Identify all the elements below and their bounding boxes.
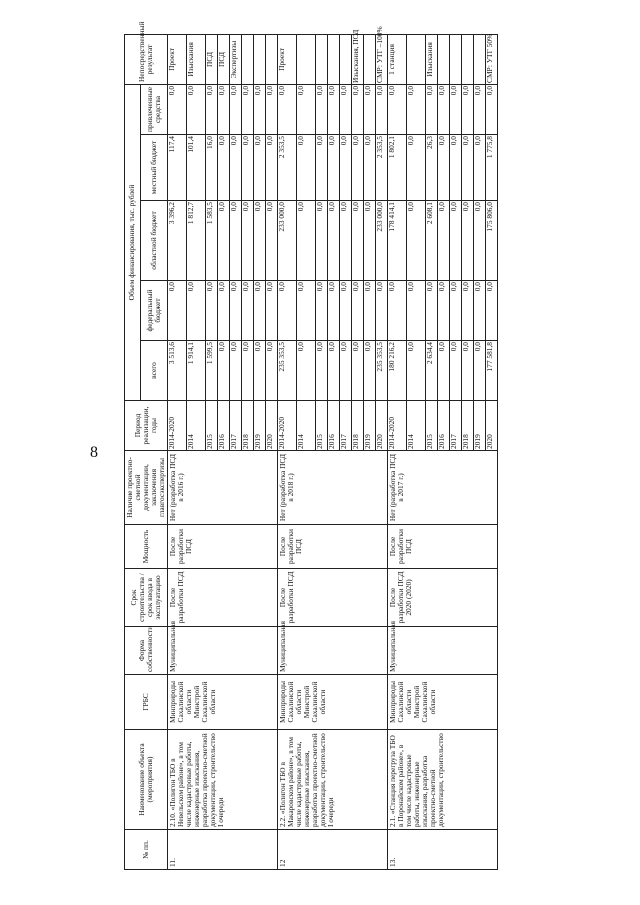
- local-amount-value: 0,0: [340, 135, 352, 200]
- federal-amount-value: 0,0: [316, 281, 328, 340]
- local-amount-value: 16,0: [206, 135, 218, 200]
- result-text-value: 1 станция: [388, 35, 407, 84]
- psd-cell: Нет (разработка ПСД в 2016 г.): [167, 451, 277, 525]
- attracted-amount-value: 0,0: [352, 85, 364, 134]
- object-name: 2.2. «Полигон ТБО в Макаровском районе», в том числе кадастровые работы, инженерные изыскания, разработка проектно-сметной документации, строительство I очереди: [277, 730, 387, 830]
- psd-cell: Нет (разработка ПСД в 2018 г.): [277, 451, 387, 525]
- period-year-value: 2020: [374, 434, 384, 449]
- ownership-cell: Муниципальная: [167, 627, 277, 675]
- capacity-cell: После разработки ПСД: [277, 525, 387, 569]
- result-text-list: [167, 34, 277, 84]
- federal-amount-value: 0,0: [187, 281, 206, 340]
- attracted-amount-value: 0,0: [364, 85, 376, 134]
- row-number: 11.: [167, 830, 277, 870]
- result-text-value: [328, 35, 340, 84]
- result-text-value: СМР: УТГ –100%: [374, 26, 384, 83]
- header-grbs: ГРБС: [125, 675, 168, 730]
- result-text-value: [462, 35, 474, 84]
- attracted-amount-list: [277, 84, 387, 134]
- attracted-amount-value: 0,0: [278, 85, 297, 134]
- regional-amount-value: 0,0: [474, 201, 486, 280]
- total-amount-value: 177 581,8: [484, 342, 494, 372]
- attracted-amount-value: 0,0: [254, 85, 266, 134]
- regional-amount-value: 0,0: [438, 201, 450, 280]
- local-amount-value: 2 353,5: [374, 136, 384, 159]
- federal-amount-value: 0,0: [374, 282, 384, 292]
- federal-amount-value: 0,0: [278, 281, 297, 340]
- grbs-cell: Минприроды Сахалинской области Минстрой Сахалинской области: [277, 675, 387, 730]
- attracted-amount-list: [167, 84, 277, 134]
- local-amount-value: 0,0: [254, 135, 266, 200]
- regional-amount-value: 233 000,0: [278, 201, 297, 280]
- total-amount-value: 2 634,4: [426, 341, 438, 400]
- federal-amount-value: 0,0: [340, 281, 352, 340]
- federal-amount-value: 0,0: [462, 281, 474, 340]
- total-amount-value: 0,0: [316, 341, 328, 400]
- regional-amount-value: 0,0: [230, 201, 242, 280]
- local-amount-value: 0,0: [230, 135, 242, 200]
- regional-amount-value: 1 812,7: [187, 201, 206, 280]
- header-regional: областной бюджет: [140, 201, 167, 281]
- attracted-amount-value: 0,0: [218, 85, 230, 134]
- total-amount-value: 0,0: [340, 341, 352, 400]
- capacity-cell: После разработки ПСД: [167, 525, 277, 569]
- result-text-value: Проект: [278, 35, 297, 84]
- regional-amount-value: 2 608,1: [426, 201, 438, 280]
- regional-amount-value: 0,0: [340, 201, 352, 280]
- federal-amount-value: 0,0: [230, 281, 242, 340]
- total-amount-value: 1 599,5: [206, 341, 218, 400]
- total-amount-list: [167, 341, 277, 401]
- total-amount-value: 0,0: [474, 341, 486, 400]
- local-amount-list: [167, 135, 277, 201]
- regional-amount-value: 0,0: [352, 201, 364, 280]
- federal-amount-value: 0,0: [407, 281, 426, 340]
- header-federal: федеральный бюджет: [140, 281, 167, 341]
- local-amount-value: 0,0: [364, 135, 376, 200]
- attracted-amount-value: 0,0: [206, 85, 218, 134]
- grbs-cell: Минприроды Сахалинской области Минстрой Сахалинской области: [387, 675, 497, 730]
- local-amount-value: 1 802,1: [388, 135, 407, 200]
- local-amount-value: 2 353,5: [278, 135, 297, 200]
- local-amount-value: 0,0: [462, 135, 474, 200]
- local-amount-value: 0,0: [242, 135, 254, 200]
- attracted-amount-value: 0,0: [407, 85, 426, 134]
- grbs-cell: Минприроды Сахалинской области Минстрой Сахалинской области: [167, 675, 277, 730]
- federal-amount-list: [277, 281, 387, 341]
- federal-amount-value: 0,0: [474, 281, 486, 340]
- total-amount-value: 0,0: [450, 341, 462, 400]
- total-amount-value: 0,0: [352, 341, 364, 400]
- regional-amount-value: 0,0: [297, 201, 316, 280]
- local-amount-value: 117,4: [168, 135, 187, 200]
- header-funding: Объем финансирования, тыс. рублей: [125, 84, 141, 400]
- attracted-amount-value: 0,0: [426, 85, 438, 134]
- period-year-value: 2020: [484, 434, 494, 449]
- attracted-amount-value: 0,0: [328, 85, 340, 134]
- federal-amount-value: 0,0: [388, 281, 407, 340]
- federal-amount-list: [387, 281, 497, 341]
- total-amount-value: 0,0: [218, 341, 230, 400]
- regional-amount-list: [387, 201, 497, 281]
- total-amount-value: 0,0: [230, 341, 242, 400]
- federal-amount-value: 0,0: [438, 281, 450, 340]
- header-name: Наименование объекта (мероприятия): [125, 730, 168, 830]
- capacity-cell: После разработки ПСД: [387, 525, 497, 569]
- period-year-list: [277, 401, 387, 451]
- attracted-amount-value: 0,0: [388, 85, 407, 134]
- local-amount-value: 0,0: [264, 136, 274, 146]
- total-amount-list: [277, 341, 387, 401]
- period-year-value: 2015: [206, 401, 218, 450]
- regional-amount-value: 0,0: [316, 201, 328, 280]
- attracted-amount-value: 0,0: [450, 85, 462, 134]
- ownership-cell: Муниципальная: [277, 627, 387, 675]
- local-amount-value: 0,0: [297, 135, 316, 200]
- period-year-list: [167, 401, 277, 451]
- total-amount-value: 0,0: [254, 341, 266, 400]
- federal-amount-value: 0,0: [364, 281, 376, 340]
- federal-amount-value: 0,0: [297, 281, 316, 340]
- header-no: № пп.: [125, 830, 168, 870]
- total-amount-list: [387, 341, 497, 401]
- federal-amount-list: [167, 281, 277, 341]
- period-year-value: 2018: [352, 401, 364, 450]
- period-year-value: 2017: [450, 401, 462, 450]
- regional-amount-value: 233 000,0: [374, 202, 384, 232]
- rotated-table-wrapper: [124, 21, 564, 870]
- attracted-amount-value: 0,0: [340, 85, 352, 134]
- total-amount-value: 0,0: [438, 341, 450, 400]
- total-amount-value: 0,0: [242, 341, 254, 400]
- local-amount-value: 0,0: [474, 135, 486, 200]
- total-amount-value: 0,0: [462, 341, 474, 400]
- period-year-list: [387, 401, 497, 451]
- period-year-value: 2014-2020: [168, 401, 187, 450]
- attracted-amount-value: 0,0: [297, 85, 316, 134]
- period-year-value: 2017: [340, 401, 352, 450]
- header-total: всего: [140, 341, 167, 401]
- header-ownership: Форма собственности: [125, 627, 168, 675]
- object-name: 2.1. «Станция перегруза ТБО в Поронайском районе», в том числе кадастровые работы, инженерные изыскания, разработка проектно-сметной документации, строительство: [387, 730, 497, 830]
- result-text-value: Изыскания, ПСД: [352, 35, 364, 84]
- local-amount-value: 0,0: [352, 135, 364, 200]
- period-year-value: 2020: [264, 434, 274, 449]
- regional-amount-value: 1 583,5: [206, 201, 218, 280]
- result-text-value: [297, 35, 316, 84]
- local-amount-value: 1 775,8: [484, 136, 494, 159]
- period-year-value: 2019: [364, 401, 376, 450]
- regional-amount-value: 0,0: [364, 201, 376, 280]
- regional-amount-value: 0,0: [450, 201, 462, 280]
- result-text-value: [254, 35, 266, 84]
- table-body: [166, 26, 497, 869]
- attracted-amount-value: 0,0: [438, 85, 450, 134]
- result-text-value: [438, 35, 450, 84]
- attracted-amount-value: 0,0: [462, 85, 474, 134]
- attracted-amount-value: 0,0: [242, 85, 254, 134]
- total-amount-value: 1 914,1: [187, 341, 206, 400]
- federal-amount-value: 0,0: [254, 281, 266, 340]
- attracted-amount-value: 0,0: [168, 85, 187, 134]
- total-amount-value: 180 216,2: [388, 341, 407, 400]
- header-result: Непосредственный результат: [125, 34, 168, 84]
- ownership-cell: Муниципальная: [387, 627, 497, 675]
- period-year-value: 2016: [328, 401, 340, 450]
- period-year-value: 2018: [242, 401, 254, 450]
- period-year-value: 2015: [426, 401, 438, 450]
- table-row: [387, 34, 497, 869]
- result-text-value: Изыскания: [187, 35, 206, 84]
- period-year-value: 2017: [230, 401, 242, 450]
- result-text-value: [407, 35, 426, 84]
- total-amount-value: 0,0: [297, 341, 316, 400]
- federal-amount-value: 0,0: [206, 281, 218, 340]
- result-text-list: [387, 34, 497, 84]
- row-number: 12: [277, 830, 387, 870]
- regional-amount-value: 0,0: [264, 202, 274, 212]
- attracted-amount-value: 0,0: [474, 85, 486, 134]
- result-text-value: [242, 35, 254, 84]
- attracted-amount-value: 0,0: [316, 85, 328, 134]
- federal-amount-value: 0,0: [352, 281, 364, 340]
- regional-amount-value: 0,0: [462, 201, 474, 280]
- federal-amount-value: 0,0: [450, 281, 462, 340]
- period-year-value: 2014: [297, 401, 316, 450]
- result-text-value: [266, 35, 277, 84]
- result-text-value: Изыскания: [426, 35, 438, 84]
- regional-amount-value: 0,0: [254, 201, 266, 280]
- header-term: Срок строительства / срок ввода в эксплуатацию: [125, 569, 168, 627]
- attracted-amount-value: 0,0: [374, 85, 384, 96]
- term-cell: После разработки ПСД: [167, 569, 277, 627]
- result-text-value: ПСД: [218, 35, 230, 84]
- term-cell: После разработки ПСД 2020 (2020): [387, 569, 497, 627]
- federal-amount-value: 0,0: [242, 281, 254, 340]
- local-amount-value: 0,0: [218, 135, 230, 200]
- local-amount-value: 0,0: [316, 135, 328, 200]
- federal-amount-value: 0,0: [168, 281, 187, 340]
- regional-amount-value: 0,0: [218, 201, 230, 280]
- total-amount-value: 235 353,5: [278, 341, 297, 400]
- row-number: 13.: [387, 830, 497, 870]
- regional-amount-value: 178 414,1: [388, 201, 407, 280]
- attracted-amount-list: [387, 84, 497, 134]
- regional-amount-value: 0,0: [242, 201, 254, 280]
- local-amount-value: 0,0: [407, 135, 426, 200]
- object-name: 2.10. «Полигон ТБО в Невельском районе», в том числе кадастровые работы, инженерные изыскания, разработка проектно-сметной документации, строительство I очереди: [167, 730, 277, 830]
- period-year-value: 2016: [438, 401, 450, 450]
- period-year-value: 2018: [462, 401, 474, 450]
- psd-cell: Нет (разработка ПСД в 2017 г.): [387, 451, 497, 525]
- table-row: [167, 34, 277, 869]
- local-amount-value: 101,4: [187, 135, 206, 200]
- local-amount-value: 0,0: [328, 135, 340, 200]
- total-amount-value: 0,0: [407, 341, 426, 400]
- local-amount-list: [387, 135, 497, 201]
- result-text-value: [316, 35, 328, 84]
- header-psd: Наличие проектно-сметной документации, заключения главгосэкспертизы: [125, 451, 168, 525]
- period-year-value: 2019: [474, 401, 486, 450]
- local-amount-value: 26,3: [426, 135, 438, 200]
- period-year-value: 2016: [218, 401, 230, 450]
- total-amount-value: 235 353,5: [374, 342, 384, 372]
- total-amount-value: 0,0: [364, 341, 376, 400]
- period-year-value: 2015: [316, 401, 328, 450]
- total-amount-value: 0,0: [328, 341, 340, 400]
- attracted-amount-value: 0,0: [264, 85, 274, 96]
- federal-amount-value: 0,0: [328, 281, 340, 340]
- result-text-list: [276, 26, 387, 84]
- regional-amount-value: 0,0: [328, 201, 340, 280]
- result-text-value: [450, 35, 462, 84]
- result-text-value: Проект: [168, 35, 187, 84]
- local-amount-value: 0,0: [438, 135, 450, 200]
- federal-amount-value: 0,0: [484, 282, 494, 292]
- header-period: Период реализации, годы: [125, 401, 168, 451]
- local-amount-list: [277, 135, 387, 201]
- period-year-value: 2014: [187, 401, 206, 450]
- regional-amount-value: 3 396,2: [168, 201, 187, 280]
- period-year-value: 2014: [407, 401, 426, 450]
- attracted-amount-value: 0,0: [484, 85, 494, 96]
- local-amount-value: 0,0: [450, 135, 462, 200]
- federal-amount-value: 0,0: [264, 282, 274, 292]
- period-year-value: 2014-2020: [388, 401, 407, 450]
- regional-amount-value: 0,0: [407, 201, 426, 280]
- term-cell: После разработки ПСД: [277, 569, 387, 627]
- result-text-value: СМР: УТГ 50%: [484, 33, 494, 83]
- result-text-value: Экспертизы: [230, 35, 242, 84]
- regional-amount-list: [167, 201, 277, 281]
- regional-amount-value: 175 806,0: [484, 202, 494, 232]
- total-amount-value: 3 513,6: [168, 341, 187, 400]
- total-amount-value: 0,0: [264, 342, 274, 352]
- period-year-value: 2019: [254, 401, 266, 450]
- table-row: [277, 34, 387, 869]
- attracted-amount-value: 0,0: [230, 85, 242, 134]
- result-text-value: ПСД: [206, 35, 218, 84]
- header-capacity: Мощность: [125, 525, 168, 569]
- financing-table: [124, 21, 498, 870]
- regional-amount-list: [277, 201, 387, 281]
- federal-amount-value: 0,0: [218, 281, 230, 340]
- header-local: местный бюджет: [140, 135, 167, 201]
- attracted-amount-value: 0,0: [187, 85, 206, 134]
- header-attracted: привлеченные средства: [140, 84, 167, 134]
- page-number: 8: [90, 444, 98, 461]
- period-year-value: 2014-2020: [278, 401, 297, 450]
- federal-amount-value: 0,0: [426, 281, 438, 340]
